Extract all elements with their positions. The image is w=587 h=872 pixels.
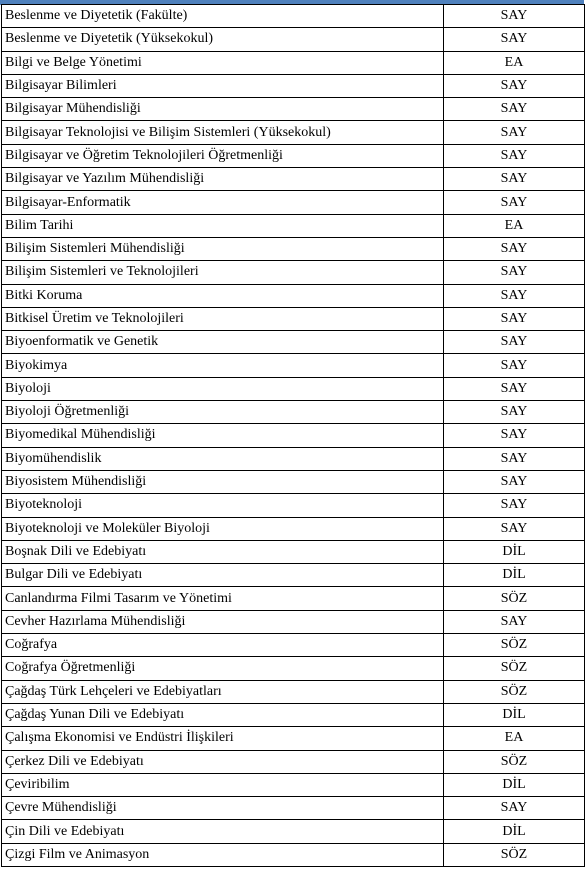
score-type-cell: DİL	[444, 703, 585, 726]
table-row	[2, 517, 585, 540]
program-name-cell: Bilgisayar Teknolojisi ve Bilişim Sistemleri (Yüksekokul)	[2, 121, 444, 144]
table-row	[2, 214, 585, 237]
score-type-cell: SAY	[444, 98, 585, 121]
table-row	[2, 401, 585, 424]
program-name-cell: Beslenme ve Diyetetik (Yüksekokul)	[2, 28, 444, 51]
table-row	[2, 820, 585, 843]
program-name-cell: Bilgisayar ve Yazılım Mühendisliği	[2, 168, 444, 191]
program-name-cell: Biyoenformatik ve Genetik	[2, 331, 444, 354]
score-type-cell: DİL	[444, 564, 585, 587]
table-row	[2, 843, 585, 866]
table-row	[2, 51, 585, 74]
score-type-cell: SAY	[444, 307, 585, 330]
program-name-cell: Çağdaş Yunan Dili ve Edebiyatı	[2, 703, 444, 726]
program-name-cell: Coğrafya	[2, 634, 444, 657]
score-type-cell: SAY	[444, 284, 585, 307]
score-type-cell: SAY	[444, 470, 585, 493]
program-name-cell: Bilgisayar Bilimleri	[2, 74, 444, 97]
table-row	[2, 587, 585, 610]
program-name-cell: Bilgisayar ve Öğretim Teknolojileri Öğretmenliği	[2, 144, 444, 167]
program-name-cell: Biyoloji	[2, 377, 444, 400]
program-name-cell: Biyoteknoloji	[2, 494, 444, 517]
program-name-cell: Bitki Koruma	[2, 284, 444, 307]
score-type-cell: SAY	[444, 494, 585, 517]
score-type-cell: EA	[444, 727, 585, 750]
program-name-cell: Coğrafya Öğretmenliği	[2, 657, 444, 680]
score-type-cell: DİL	[444, 820, 585, 843]
table-row	[2, 307, 585, 330]
program-name-cell: Biyosistem Mühendisliği	[2, 470, 444, 493]
program-name-cell: Biyomühendislik	[2, 447, 444, 470]
score-type-cell: SAY	[444, 797, 585, 820]
program-name-cell: Bitkisel Üretim ve Teknolojileri	[2, 307, 444, 330]
program-name-cell: Bilgi ve Belge Yönetimi	[2, 51, 444, 74]
table-row	[2, 98, 585, 121]
program-name-cell: Bulgar Dili ve Edebiyatı	[2, 564, 444, 587]
program-name-cell: Biyoloji Öğretmenliği	[2, 401, 444, 424]
program-name-cell: Bilişim Sistemleri Mühendisliği	[2, 237, 444, 260]
score-type-cell: SAY	[444, 354, 585, 377]
table-row	[2, 540, 585, 563]
table-row	[2, 424, 585, 447]
program-name-cell: Çizgi Film ve Animasyon	[2, 843, 444, 866]
program-name-cell: Biyokimya	[2, 354, 444, 377]
score-type-cell: SAY	[444, 74, 585, 97]
score-type-cell: SAY	[444, 610, 585, 633]
score-type-cell: SÖZ	[444, 750, 585, 773]
score-type-cell: SAY	[444, 144, 585, 167]
program-name-cell: Bilgisayar Mühendisliği	[2, 98, 444, 121]
score-type-cell: SAY	[444, 121, 585, 144]
program-name-cell: Çerkez Dili ve Edebiyatı	[2, 750, 444, 773]
program-name-cell: Bilgisayar-Enformatik	[2, 191, 444, 214]
table-row	[2, 750, 585, 773]
table-row	[2, 168, 585, 191]
score-type-cell: SAY	[444, 424, 585, 447]
program-name-cell: Canlandırma Filmi Tasarım ve Yönetimi	[2, 587, 444, 610]
table-row	[2, 284, 585, 307]
score-type-cell: SAY	[444, 5, 585, 28]
table-row	[2, 331, 585, 354]
table-row	[2, 564, 585, 587]
score-type-cell: DİL	[444, 773, 585, 796]
table-row	[2, 634, 585, 657]
score-type-cell: SAY	[444, 191, 585, 214]
program-name-cell: Beslenme ve Diyetetik (Fakülte)	[2, 5, 444, 28]
score-type-cell: SÖZ	[444, 634, 585, 657]
table-row	[2, 121, 585, 144]
table-row	[2, 773, 585, 796]
table-row	[2, 261, 585, 284]
score-type-cell: SAY	[444, 168, 585, 191]
table-row	[2, 354, 585, 377]
table-row	[2, 237, 585, 260]
table-row	[2, 144, 585, 167]
program-name-cell: Çin Dili ve Edebiyatı	[2, 820, 444, 843]
program-name-cell: Cevher Hazırlama Mühendisliği	[2, 610, 444, 633]
table-row	[2, 494, 585, 517]
program-name-cell: Çeviribilim	[2, 773, 444, 796]
score-type-cell: SÖZ	[444, 587, 585, 610]
score-type-cell: SAY	[444, 401, 585, 424]
table-row	[2, 5, 585, 28]
program-table-body	[2, 5, 585, 867]
table-row	[2, 447, 585, 470]
table-row	[2, 610, 585, 633]
table-row	[2, 377, 585, 400]
program-name-cell: Biyoteknoloji ve Moleküler Biyoloji	[2, 517, 444, 540]
score-type-cell: SAY	[444, 377, 585, 400]
score-type-cell: SAY	[444, 237, 585, 260]
program-name-cell: Çağdaş Türk Lehçeleri ve Edebiyatları	[2, 680, 444, 703]
score-type-cell: SÖZ	[444, 657, 585, 680]
score-type-cell: EA	[444, 51, 585, 74]
score-type-cell: SÖZ	[444, 843, 585, 866]
score-type-cell: SAY	[444, 28, 585, 51]
table-row	[2, 74, 585, 97]
program-name-cell: Biyomedikal Mühendisliği	[2, 424, 444, 447]
table-row	[2, 680, 585, 703]
score-type-cell: SAY	[444, 261, 585, 284]
table-row	[2, 727, 585, 750]
program-name-cell: Boşnak Dili ve Edebiyatı	[2, 540, 444, 563]
program-table	[1, 4, 585, 867]
table-row	[2, 28, 585, 51]
score-type-cell: DİL	[444, 540, 585, 563]
score-type-cell: SAY	[444, 517, 585, 540]
score-type-cell: SAY	[444, 331, 585, 354]
table-row	[2, 797, 585, 820]
program-name-cell: Bilişim Sistemleri ve Teknolojileri	[2, 261, 444, 284]
program-name-cell: Çevre Mühendisliği	[2, 797, 444, 820]
program-name-cell: Çalışma Ekonomisi ve Endüstri İlişkileri	[2, 727, 444, 750]
score-type-cell: SAY	[444, 447, 585, 470]
table-row	[2, 657, 585, 680]
score-type-cell: SÖZ	[444, 680, 585, 703]
table-row	[2, 470, 585, 493]
table-row	[2, 191, 585, 214]
program-name-cell: Bilim Tarihi	[2, 214, 444, 237]
score-type-cell: EA	[444, 214, 585, 237]
table-row	[2, 703, 585, 726]
